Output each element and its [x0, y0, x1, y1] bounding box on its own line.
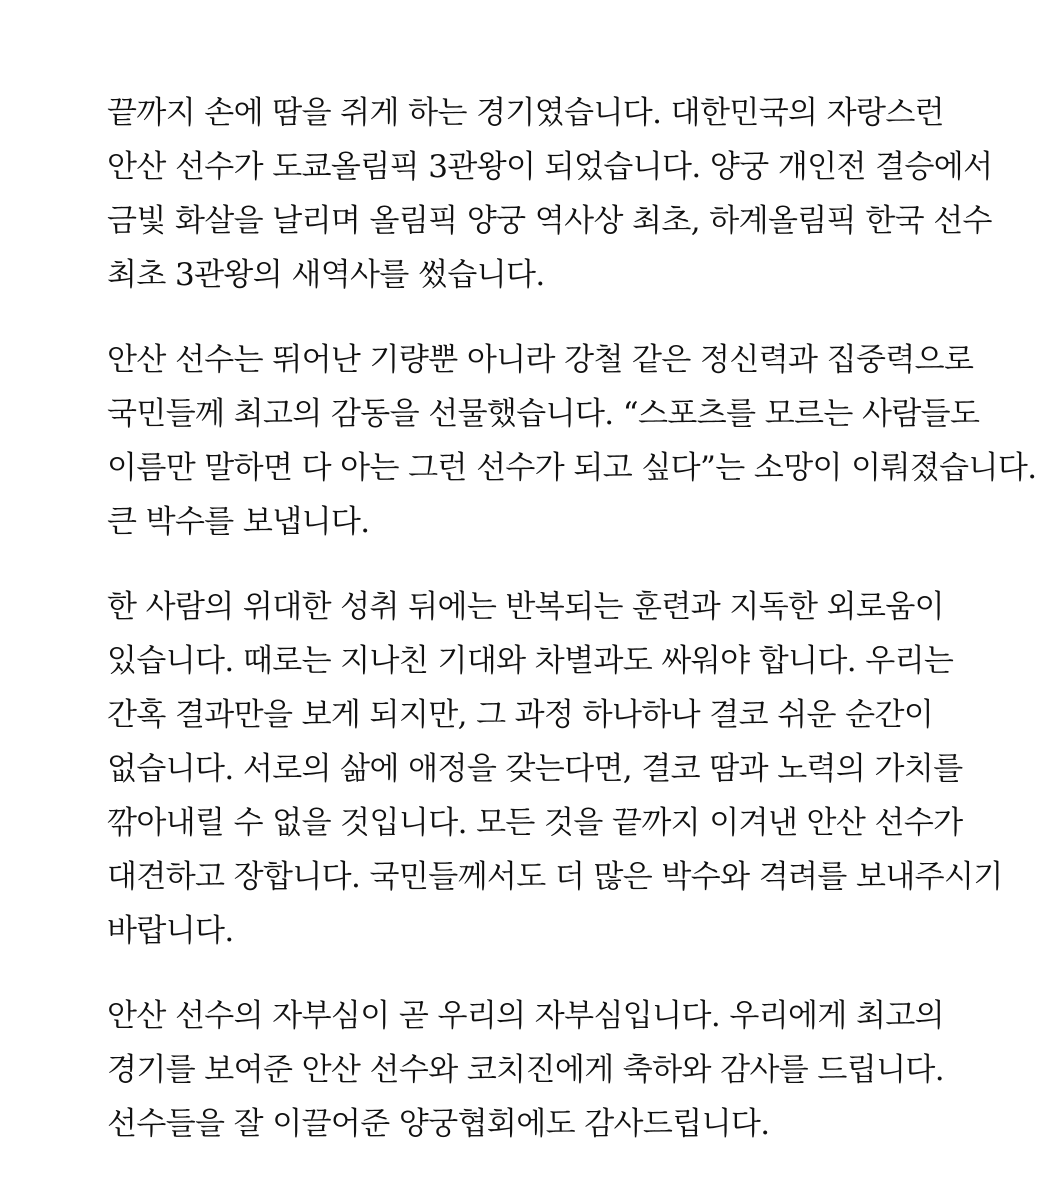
text-line: 바랍니다.: [107, 913, 234, 949]
text-line: 대견하고 장합니다. 국민들께서도 더 많은 박수와 격려를 보내주시기: [107, 859, 1003, 895]
text-line: 이름만 말하면 다 아는 그런 선수가 되고 싶다”는 소망이 이뤄졌습니다.: [107, 450, 1037, 486]
text-line: 경기를 보여준 안산 선수와 코치진에게 축하와 감사를 드립니다.: [107, 1052, 945, 1088]
text-line: 간혹 결과만을 보게 되지만, 그 과정 하나하나 결코 쉬운 순간이: [107, 697, 934, 733]
text-line: 깎아내릴 수 없을 것입니다. 모든 것을 끝까지 이겨낸 안산 선수가: [107, 805, 963, 841]
text-line: 안산 선수가 도쿄올림픽 3관왕이 되었습니다. 양궁 개인전 결승에서: [107, 149, 993, 185]
text-line: 안산 선수의 자부심이 곧 우리의 자부심입니다. 우리에게 최고의: [107, 998, 945, 1034]
text-line: 큰 박수를 보냅니다.: [107, 504, 370, 540]
text-line: 없습니다. 서로의 삶에 애정을 갖는다면, 결코 땀과 노력의 가치를: [107, 751, 963, 787]
paragraph-2: [107, 333, 1037, 549]
message-body: [107, 86, 1037, 1182]
text-line: 국민들께 최고의 감동을 선물했습니다. “스포츠를 모르는 사람들도: [107, 396, 980, 432]
text-line: 한 사람의 위대한 성취 뒤에는 반복되는 훈련과 지독한 외로움이: [107, 589, 945, 625]
text-line: 최초 3관왕의 새역사를 썼습니다.: [107, 257, 545, 293]
text-line: 선수들을 잘 이끌어준 양궁협회에도 감사드립니다.: [107, 1106, 770, 1142]
text-line: 안산 선수는 뛰어난 기량뿐 아니라 강철 같은 정신력과 집중력으로: [107, 342, 974, 378]
text-line: 있습니다. 때로는 지나친 기대와 차별과도 싸워야 합니다. 우리는: [107, 643, 954, 679]
paragraph-3: [107, 580, 1003, 958]
text-line: 끝까지 손에 땀을 쥐게 하는 경기였습니다. 대한민국의 자랑스런: [107, 95, 945, 131]
paragraph-1: [107, 86, 993, 302]
paragraph-4: [107, 989, 957, 1151]
text-line: 금빛 화살을 날리며 올림픽 양궁 역사상 최초, 하계올림픽 한국 선수: [107, 203, 992, 239]
